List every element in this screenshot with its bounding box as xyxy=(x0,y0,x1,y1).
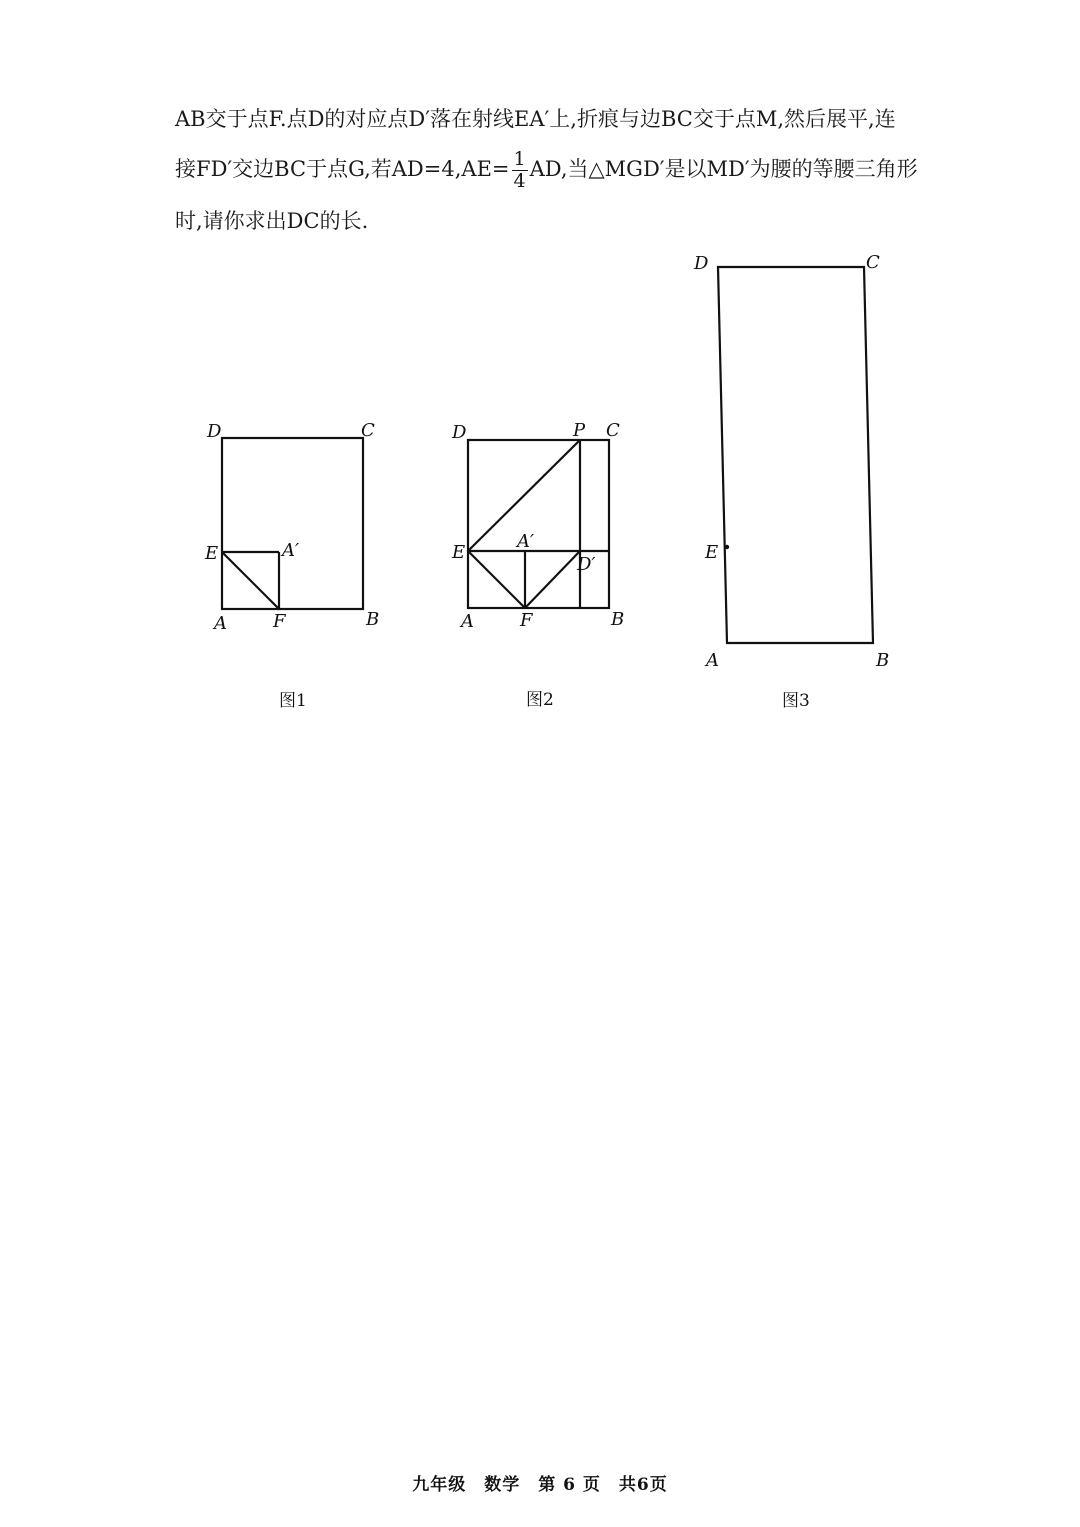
figure-2-fold-ef xyxy=(468,551,525,608)
fig2-label-p: P xyxy=(573,420,586,441)
fig2-label-a: A xyxy=(461,611,474,632)
footer-total-pages: 共6页 xyxy=(618,1475,668,1495)
fraction-numerator: 1 xyxy=(513,148,526,170)
figure-2-caption: 图2 xyxy=(526,690,554,710)
fig3-label-c: C xyxy=(866,252,880,273)
figure-2-rectangle xyxy=(468,440,609,608)
fig1-label-a: A xyxy=(214,613,227,634)
problem-line-1: AB交于点F.点D的对应点D′落在射线EA′上,折痕与边BC交于点M,然后展平,连 xyxy=(175,107,896,131)
figure-1-fold-ef xyxy=(222,552,279,609)
figure-1-rectangle xyxy=(222,438,363,609)
fig3-label-b: B xyxy=(876,650,890,671)
fig3-label-a: A xyxy=(706,650,719,671)
fig1-label-b: B xyxy=(366,609,380,630)
fig3-label-d: D xyxy=(694,253,709,274)
fig2-label-d: D xyxy=(452,422,467,443)
fig2-label-a-prime: A′ xyxy=(517,531,535,552)
fig3-label-e: E xyxy=(705,542,719,563)
page-footer xyxy=(0,1470,1080,1495)
problem-line-2-start: 接FD′交边BC于点G,若AD=4,AE= xyxy=(175,157,510,181)
footer-subject: 数学 xyxy=(484,1475,521,1495)
fraction-denominator: 4 xyxy=(513,170,526,192)
fig1-label-f: F xyxy=(273,611,286,632)
fig2-label-c: C xyxy=(606,420,620,441)
footer-grade: 九年级 xyxy=(412,1475,467,1495)
figure-3-point-e-dot xyxy=(725,545,729,549)
fig1-label-a-prime: A′ xyxy=(282,540,300,561)
figure-3-diagram xyxy=(718,267,873,643)
fig1-label-d: D xyxy=(207,421,222,442)
fig1-label-c: C xyxy=(361,420,375,441)
figure-1-diagram xyxy=(222,438,363,609)
footer-page-number: 第 6 页 xyxy=(538,1475,601,1495)
figure-3-caption: 图3 xyxy=(782,691,810,711)
figure-3-rectangle xyxy=(718,267,873,643)
fig2-label-e: E xyxy=(452,542,466,563)
fig2-label-f: F xyxy=(520,610,533,631)
figure-2-segment-f-d-prime xyxy=(525,551,580,608)
figure-1-caption: 图1 xyxy=(279,691,307,711)
fig1-label-e: E xyxy=(205,543,219,564)
problem-line-3: 时,请你求出DC的长. xyxy=(175,209,369,233)
fig2-label-d-prime: D′ xyxy=(577,554,596,575)
problem-line-2-end: AD,当△MGD′是以MD′为腰的等腰三角形 xyxy=(529,157,918,181)
figure-2-diagram xyxy=(468,440,609,608)
fig2-label-b: B xyxy=(611,609,625,630)
